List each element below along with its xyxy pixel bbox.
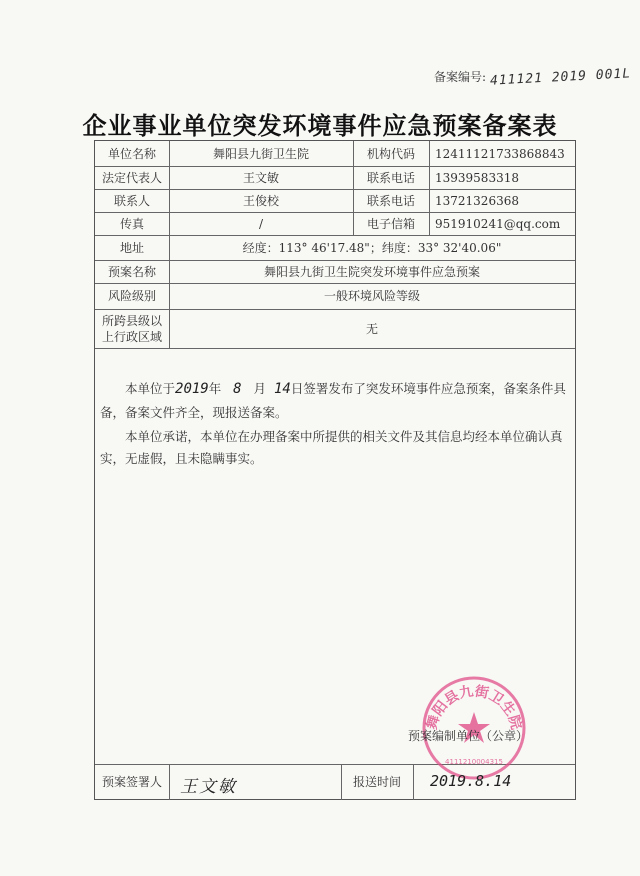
submit-time-label: 报送时间 (352, 775, 401, 789)
statement-paragraph-2: 本单位承诺，本单位在办理备案中所提供的相关文件及其信息均经本单位确认真 (125, 429, 563, 444)
address-label: 地址 (119, 240, 144, 255)
legal-rep-label: 法定代表人 (101, 170, 162, 185)
svg-text:4111210004315: 4111210004315 (445, 758, 503, 766)
plan-name-label: 预案名称 (107, 264, 156, 279)
row-divider (95, 348, 575, 349)
month-unit: 月 (253, 381, 267, 396)
legal-rep-value: 王文敏 (242, 170, 279, 185)
contact-label: 联系人 (113, 193, 150, 208)
statement-paragraph-1 (100, 378, 570, 400)
svg-text:舞阳县九街卫生院: 舞阳县九街卫生院 (423, 683, 525, 732)
address-value: 经度：113° 46'17.48"；纬度：33° 32'40.06" (242, 240, 502, 255)
fax-value: / (258, 216, 264, 231)
region-value: 无 (365, 321, 378, 336)
handwritten-month: 8 (233, 381, 242, 397)
record-number-label: 备案编号: (434, 70, 487, 84)
statement-paragraph-1-line-2: 备，备案文件齐全，现报送备案。 (100, 405, 288, 420)
plan-name-value: 舞阳县九街卫生院突发环境事件应急预案 (263, 264, 480, 279)
statement-paragraph-2-line-2: 实，无虚假，且未隐瞒事实。 (100, 451, 263, 466)
year-unit: 年 (208, 381, 222, 396)
org-code-value: 12411121733868843 (435, 146, 565, 161)
region-label: 所跨县级以上行政区域 (101, 313, 162, 344)
record-number (434, 66, 632, 89)
risk-level-value: 一般环境风险等级 (323, 289, 420, 303)
email-value: 951910241@qq.com (435, 216, 561, 231)
stamp-label: 预案编制单位（公章） (408, 729, 529, 743)
statement-suffix: 日签署发布了突发环境事件应急预案，备案条件具 (290, 381, 566, 396)
handwritten-day: 14 (274, 381, 291, 397)
signer-signature: 王文敏 (180, 777, 237, 797)
submit-time-value: 2019.8.14 (430, 772, 512, 790)
contact-phone-value: 13721326368 (435, 193, 519, 208)
unit-name-label: 单位名称 (107, 146, 156, 161)
unit-name-value: 舞阳县九街卫生院 (212, 146, 309, 161)
contact-value: 王俊校 (242, 193, 279, 208)
column-divider (169, 764, 170, 800)
signer-label: 预案签署人 (101, 775, 162, 789)
phone-label: 联系电话 (366, 170, 415, 185)
form-title: 企业事业单位突发环境事件应急预案备案表 (82, 112, 558, 140)
record-number-handwritten: 411121 2019 001L (489, 66, 632, 89)
contact-phone-label: 联系电话 (366, 193, 415, 208)
handwritten-year: 2019 (175, 381, 209, 397)
statement-prefix: 本单位于 (125, 381, 176, 396)
org-code-label: 机构代码 (366, 146, 415, 161)
column-divider (413, 764, 414, 800)
phone-value: 13939583318 (435, 170, 519, 185)
risk-level-label: 风险级别 (107, 289, 156, 303)
fax-label: 传真 (119, 216, 144, 231)
email-label: 电子信箱 (366, 216, 415, 231)
